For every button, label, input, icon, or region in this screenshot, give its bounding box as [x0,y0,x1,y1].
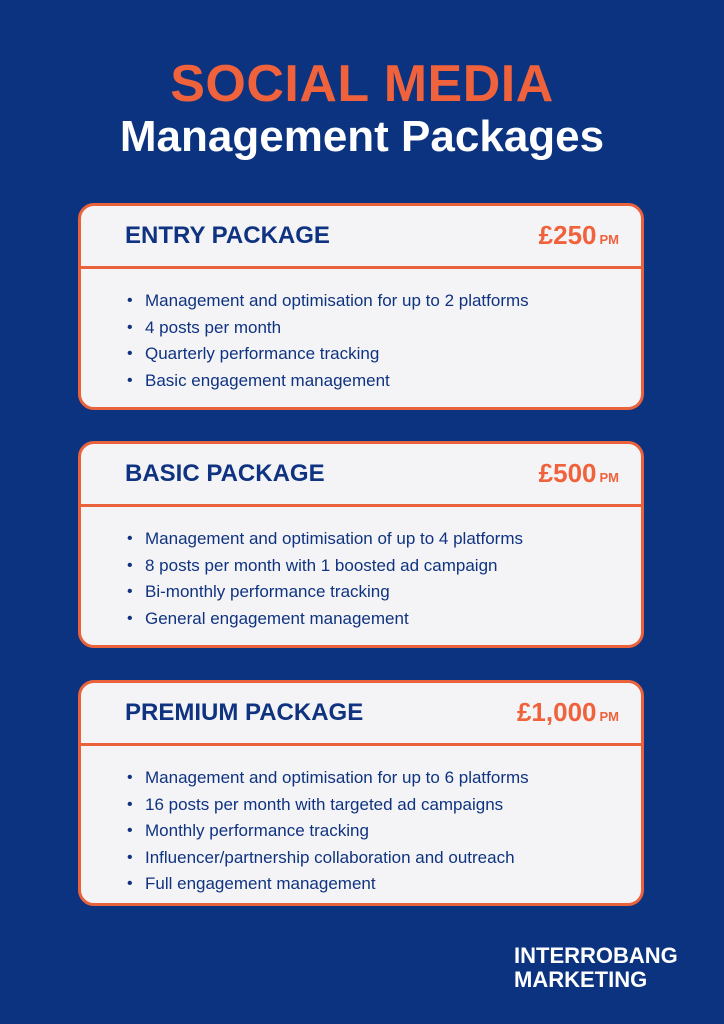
page-title-line1: SOCIAL MEDIA [170,55,554,113]
package-header [81,444,641,507]
feature-item: • Monthly performance tracking [145,818,641,845]
feature-item: • Bi-monthly performance tracking [145,579,641,606]
logo-line2: MARKETING [514,967,648,992]
package-title: BASIC PACKAGE [125,460,325,487]
feature-item: • Basic engagement management [145,368,641,395]
package-header [81,683,641,746]
feature-list [81,746,641,898]
package-price [539,458,619,493]
price-period: PM [599,470,619,485]
price-amount: £500 [538,458,597,488]
page-title-line2: Management Packages [119,112,605,161]
feature-item: • 4 posts per month [145,315,641,342]
feature-item: • 8 posts per month with 1 boosted ad campaign [145,553,641,580]
package-card-basic [78,441,644,648]
feature-item: • Full engagement management [145,871,641,898]
package-title: ENTRY PACKAGE [125,222,330,249]
package-price [539,220,619,255]
price-period: PM [599,709,619,724]
feature-item: • General engagement management [145,606,641,633]
package-card-premium [78,680,644,906]
feature-item: • Management and optimisation of up to 4 platforms [145,526,641,553]
feature-item: • Quarterly performance tracking [145,341,641,368]
package-price [517,697,619,732]
price-period: PM [599,232,619,247]
package-header [81,206,641,269]
feature-item: • Management and optimisation for up to 6 platforms [145,765,641,792]
price-amount: £1,000 [516,697,597,727]
package-title: PREMIUM PACKAGE [125,699,364,726]
logo-line1: INTERROBANG [514,943,678,968]
feature-item: • Management and optimisation for up to 2 platforms [145,288,641,315]
feature-list [81,507,641,632]
page-header [0,56,724,162]
feature-list [81,269,641,394]
price-amount: £250 [538,220,597,250]
package-card-entry [78,203,644,410]
feature-item: • Influencer/partnership collaboration and outreach [145,845,641,872]
company-logo [510,938,698,1000]
feature-item: • 16 posts per month with targeted ad campaigns [145,792,641,819]
